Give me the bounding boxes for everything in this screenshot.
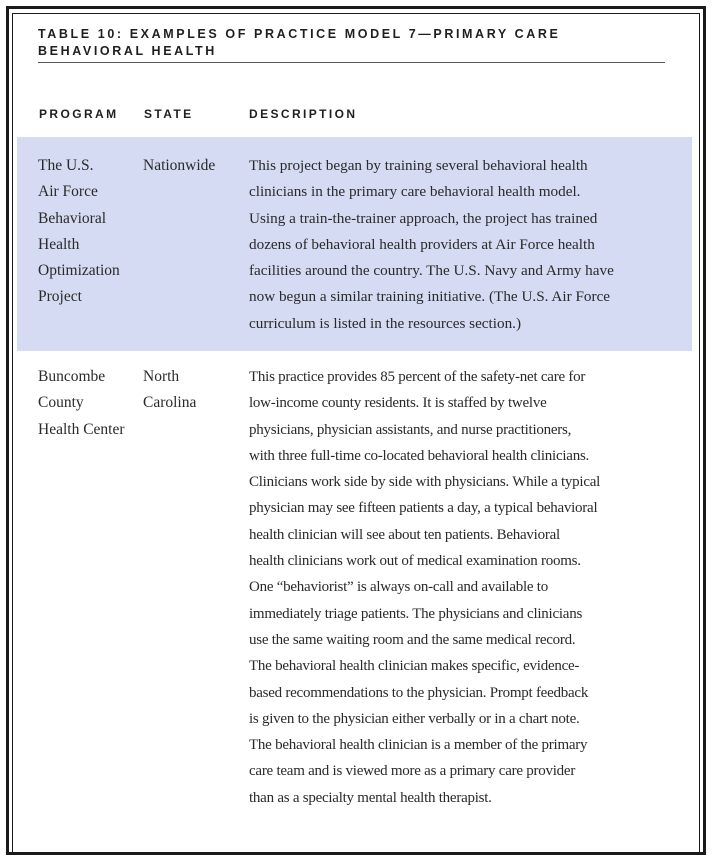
description-line: health clinician will see about ten patients. Behavioral (249, 526, 560, 543)
description-line: Clinicians work side by side with physicians. While a typical (249, 474, 601, 491)
program-line: Buncombe (38, 368, 106, 385)
description-line: with three full-time co-located behavioral health clinicians. (249, 447, 590, 464)
program-line: Behavioral (38, 209, 107, 227)
program-line: County (38, 394, 84, 412)
row-1-description (249, 153, 669, 337)
row-2-state (143, 364, 248, 417)
column-header-program: PROGRAM (39, 107, 119, 121)
description-line: This practice provides 85 percent of the safety-net care for (249, 369, 586, 385)
row-1-state (143, 153, 248, 179)
description-line: One “behaviorist” is always on-call and available to (249, 579, 548, 596)
state-line: Carolina (143, 394, 197, 412)
row-1-program (38, 153, 143, 311)
table-title-line-2: BEHAVIORAL HEALTH (38, 44, 217, 58)
description-line: health clinicians work out of medical examination rooms. (249, 553, 581, 570)
description-line: than as a specialty mental health therapist. (249, 789, 492, 806)
description-line: Using a train-the-trainer approach, the project has trained (249, 209, 598, 227)
row-2-description (249, 364, 669, 811)
description-line: dozens of behavioral health providers at Air Force health (249, 235, 595, 253)
description-line: clinicians in the primary care behavioral health model. (249, 183, 581, 201)
description-line: facilities around the country. The U.S. Navy and Army have (249, 262, 614, 280)
program-line: Optimization (38, 262, 120, 280)
description-line: is given to the physician either verbally or in a chart note. (249, 710, 580, 727)
program-line: Health (38, 235, 80, 253)
description-line: use the same waiting room and the same medical record. (249, 631, 576, 648)
row-2-program (38, 364, 143, 443)
description-line: now begun a similar training initiative. (The U.S. Air Force (249, 288, 611, 306)
program-line: Air Force (38, 183, 98, 201)
description-line: The behavioral health clinician is a member of the primary (249, 737, 588, 754)
description-line: based recommendations to the physician. Prompt feedback (249, 684, 589, 701)
description-line: physicians, physician assistants, and nurse practitioners, (249, 421, 572, 438)
program-line: Health Center (38, 420, 125, 438)
table-title (38, 26, 668, 60)
program-line: The U.S. (38, 157, 94, 174)
column-header-state: STATE (144, 107, 194, 121)
table-title-line-1: TABLE 10: EXAMPLES OF PRACTICE MODEL 7—PRIMARY CARE (38, 27, 561, 41)
description-line: care team and is viewed more as a primary care provider (249, 763, 576, 780)
program-line: Project (38, 288, 82, 306)
description-line: immediately triage patients. The physicians and clinicians (249, 605, 583, 622)
description-line: The behavioral health clinician makes specific, evidence- (249, 658, 580, 675)
state-line: Nationwide (143, 157, 216, 174)
state-line: North (143, 368, 180, 385)
description-line: physician may see fifteen patients a day, a typical behavioral (249, 500, 598, 517)
title-divider (38, 62, 665, 63)
description-line: low-income county residents. It is staffed by twelve (249, 395, 547, 412)
description-line: curriculum is listed in the resources section.) (249, 314, 522, 332)
column-header-description: DESCRIPTION (249, 107, 358, 121)
description-line: This project began by training several behavioral health (249, 157, 588, 174)
